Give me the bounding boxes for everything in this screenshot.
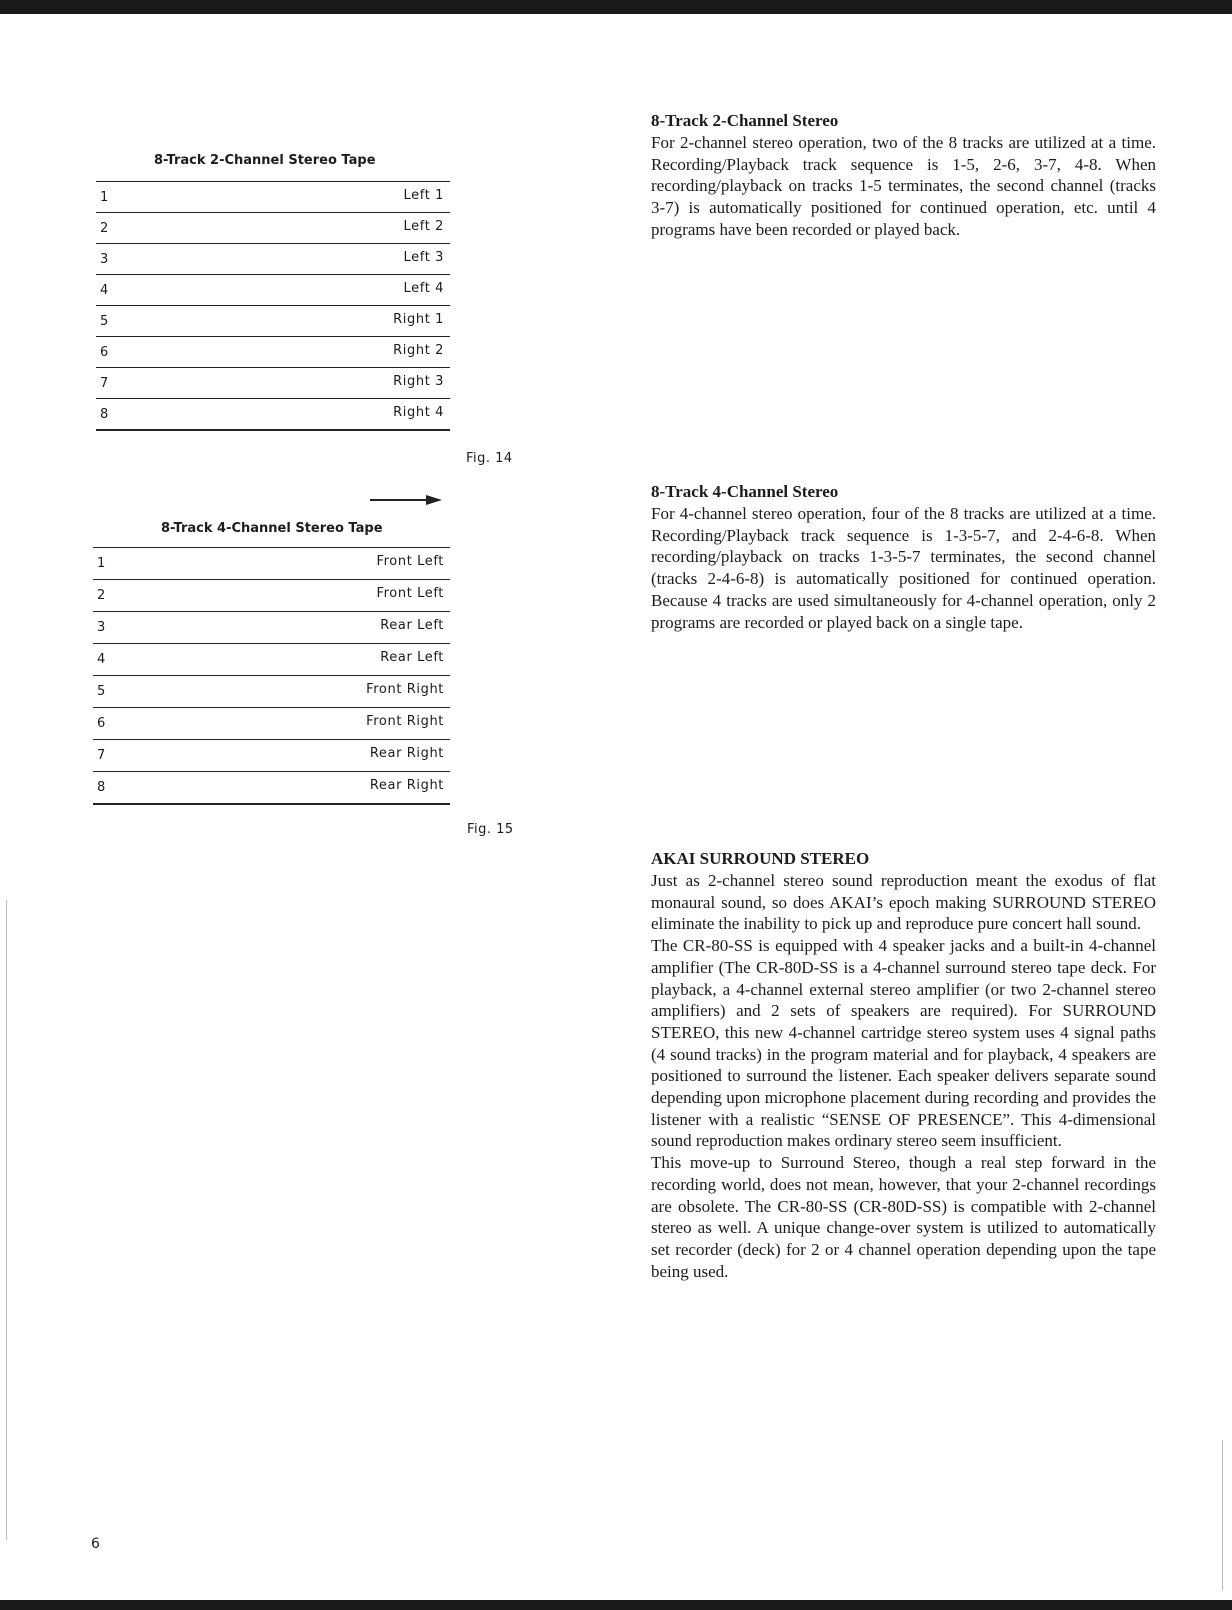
track-number: 3 bbox=[100, 252, 109, 267]
track-number: 2 bbox=[97, 588, 106, 603]
track-channel: Left 2 bbox=[403, 219, 444, 234]
table-row bbox=[93, 643, 450, 675]
bottom-border bbox=[0, 1600, 1232, 1610]
section-4-channel bbox=[651, 481, 1156, 633]
fig15-table-rows bbox=[93, 547, 450, 805]
table-row bbox=[96, 181, 450, 212]
track-number: 5 bbox=[97, 684, 106, 699]
track-channel: Rear Right bbox=[369, 778, 444, 793]
track-channel: Right 2 bbox=[393, 343, 444, 358]
track-number: 8 bbox=[97, 780, 106, 795]
track-number: 2 bbox=[100, 221, 109, 236]
top-border bbox=[0, 0, 1232, 14]
table-row bbox=[93, 707, 450, 739]
track-channel: Rear Right bbox=[369, 746, 444, 761]
track-channel: Front Left bbox=[376, 554, 444, 569]
table-row bbox=[96, 398, 450, 429]
fig14-label: Fig. 14 bbox=[466, 451, 513, 466]
track-number: 5 bbox=[100, 314, 109, 329]
track-channel: Left 3 bbox=[403, 250, 444, 265]
fig15-label: Fig. 15 bbox=[467, 822, 514, 837]
table-row bbox=[96, 336, 450, 367]
track-number: 1 bbox=[97, 556, 106, 571]
track-channel: Front Right bbox=[366, 714, 444, 729]
scan-edge-right bbox=[1222, 1440, 1223, 1590]
section-paragraph: Just as 2-channel stereo sound reproduction meant the exodus of flat monaural sound, so does AKAI’s epoch making SURROUND STEREO eliminate the inability to pick up and reproduce pure concert hall sound. bbox=[651, 871, 1156, 934]
table-row bbox=[96, 367, 450, 398]
track-channel: Right 3 bbox=[393, 374, 444, 389]
page-number: 6 bbox=[91, 1536, 100, 1552]
track-number: 6 bbox=[97, 716, 106, 731]
section-body: For 4-channel stereo operation, four of the 8 tracks are utilized at a time. Recording/Playback track sequence is 1-3-5-7, and 2-4-6-8. When recording/playback on tracks 1-3-5-7 terminates, the second channel (tracks 2-4-6-8) is automatically positioned for continued operation. Because 4 tracks are used simultaneously for 4-channel operation, only 2 programs are recorded or played back on a single tape. bbox=[651, 504, 1156, 632]
track-number: 4 bbox=[97, 652, 106, 667]
table-row bbox=[96, 212, 450, 243]
section-2-channel bbox=[651, 110, 1156, 241]
section-heading: 8-Track 2-Channel Stereo bbox=[651, 111, 839, 130]
section-heading: 8-Track 4-Channel Stereo bbox=[651, 482, 839, 501]
arrow-right-icon bbox=[370, 494, 442, 506]
table-row bbox=[96, 305, 450, 336]
track-channel: Front Right bbox=[366, 682, 444, 697]
fig15-table-title: 8-Track 4-Channel Stereo Tape bbox=[161, 521, 383, 536]
track-channel: Rear Left bbox=[380, 650, 444, 665]
scan-edge-left bbox=[6, 900, 7, 1540]
section-surround-stereo bbox=[651, 848, 1156, 1282]
table-row bbox=[93, 547, 450, 579]
table-bottom-rule bbox=[96, 429, 450, 431]
track-channel: Right 4 bbox=[393, 405, 444, 420]
table-row bbox=[93, 739, 450, 771]
track-number: 6 bbox=[100, 345, 109, 360]
table-row bbox=[96, 243, 450, 274]
track-number: 7 bbox=[100, 376, 109, 391]
track-channel: Rear Left bbox=[380, 618, 444, 633]
table-row bbox=[93, 611, 450, 643]
table-row bbox=[93, 579, 450, 611]
section-paragraph: The CR-80-SS is equipped with 4 speaker jacks and a built-in 4-channel amplifier (The CR-80D-SS is a 4-channel surround stereo tape deck. For playback, a 4-channel external stereo amplifier (or two 2-channel stereo amplifiers) and 2 sets of speakers are required). For SURROUND STEREO, this new 4-channel cartridge stereo system uses 4 signal paths (4 sound tracks) in the program material and for playback, 4 speakers are positioned to surround the listener. Each speaker delivers separate sound depending upon microphone placement during recording and provides the listener with a realistic “SENSE OF PRESENCE”. This 4-dimensional sound reproduction makes ordinary stereo seem insufficient. bbox=[651, 936, 1156, 1151]
track-channel: Left 1 bbox=[403, 188, 444, 203]
fig14-table-rows bbox=[96, 181, 450, 431]
table-bottom-rule bbox=[93, 803, 450, 805]
table-row bbox=[93, 675, 450, 707]
section-body: For 2-channel stereo operation, two of the 8 tracks are utilized at a time. Recording/Playback track sequence is 1-5, 2-6, 3-7, 4-8. When recording/playback on tracks 1-5 terminates, the second channel (tracks 3-7) is automatically positioned for continued operation, etc. until 4 programs have been recorded or played back. bbox=[651, 133, 1156, 239]
table-row bbox=[96, 274, 450, 305]
track-channel: Left 4 bbox=[403, 281, 444, 296]
track-number: 4 bbox=[100, 283, 109, 298]
section-paragraph: This move-up to Surround Stereo, though a real step forward in the recording world, does not mean, however, that your 2-channel recordings are obsolete. The CR-80-SS (CR-80D-SS) is compatible with 2-channel stereo as well. A unique change-over system is utilized to automatically set recorder (deck) for 2 or 4 channel operation depending upon the tape being used. bbox=[651, 1153, 1156, 1281]
section-heading: AKAI SURROUND STEREO bbox=[651, 849, 870, 868]
track-number: 3 bbox=[97, 620, 106, 635]
track-channel: Front Left bbox=[376, 586, 444, 601]
track-number: 8 bbox=[100, 407, 109, 422]
table-row bbox=[93, 771, 450, 803]
track-channel: Right 1 bbox=[393, 312, 444, 327]
fig14-table-title: 8-Track 2-Channel Stereo Tape bbox=[154, 153, 376, 168]
track-number: 7 bbox=[97, 748, 106, 763]
track-number: 1 bbox=[100, 190, 109, 205]
